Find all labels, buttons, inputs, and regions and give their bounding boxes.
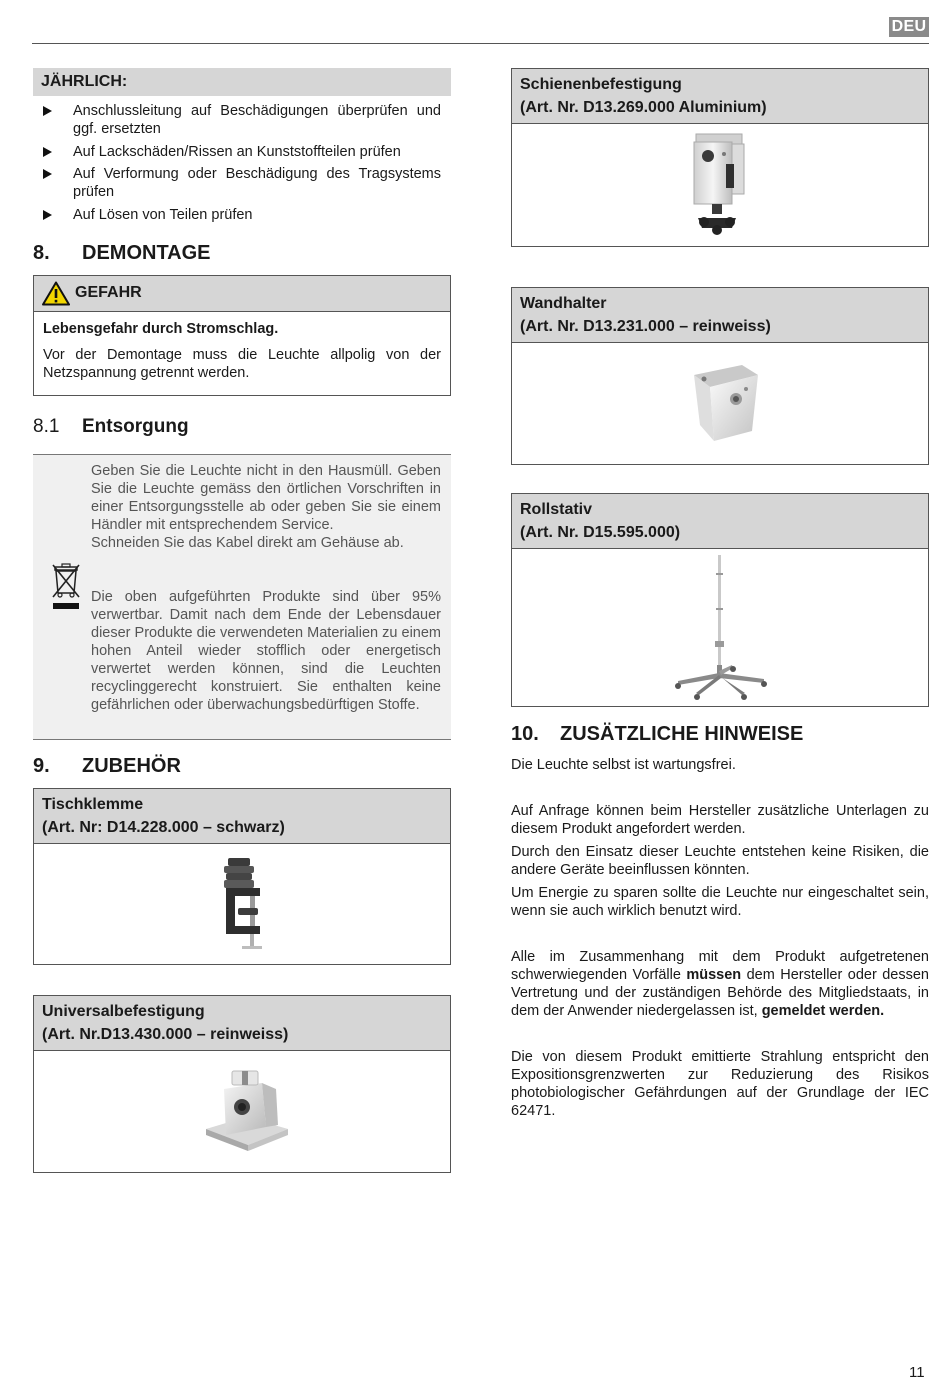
right-column (511, 68, 929, 1120)
accessory-name: Rollstativ (520, 501, 593, 518)
accessory-card (33, 788, 451, 965)
wall-bracket-image (688, 361, 768, 451)
accessory-article: (Art. Nr: D14.228.000 – schwarz) (42, 818, 285, 836)
disposal-paragraph-2: Schneiden Sie das Kabel direkt am Gehäuse ab. (91, 534, 404, 551)
accessory-name: Wandhalter (520, 295, 607, 312)
notes-paragraph-6: Die von diesem Produkt emittierte Strahlung entspricht den Expositionsgrenzwerten zur Reduzierung des Risikos photobiologischer Gefährdungen auf der Grundlage der IEC 62471. (511, 1049, 929, 1119)
header-rule (32, 43, 929, 44)
notes-paragraph-4: Um Energie zu sparen sollte die Leuchte nur eingeschaltet sein, wenn sie auch wirklich benutzt wird. (511, 885, 929, 919)
accessory-article: (Art. Nr. D15.595.000) (520, 524, 681, 541)
bullet-arrow-icon (43, 147, 52, 157)
disposal-paragraph-3: Die oben aufgeführten Produkte sind über 95% verwertbar. Damit nach dem Ende der Lebensdauer dieser Produkte die verwendeten Materialien zu einem hohen Anteil wieder stofflich oder energetisch verwertet werden können, sind die Leuchten recyclinggerecht konstruiert. Sie enthalten keine gefährlichen oder überwachungsbedürftigen Stoffe. (91, 588, 441, 713)
accessory-card (511, 287, 929, 465)
rail-mount-image (686, 130, 756, 240)
accessory-card (511, 493, 929, 707)
language-badge: DEU (889, 17, 929, 37)
accessory-name: Schienenbefestigung (520, 76, 682, 93)
disposal-notice (33, 454, 451, 740)
danger-notice (33, 275, 451, 396)
section-heading-demontage: 8. DEMONTAGE (33, 241, 211, 264)
warning-triangle-icon (42, 281, 70, 306)
table-clamp-image (214, 856, 274, 956)
annual-heading: JÄHRLICH: (33, 68, 451, 96)
universal-mount-image (196, 1069, 296, 1159)
left-column (33, 68, 451, 1173)
notes-paragraph-5: Alle im Zusammenhang mit dem Produkt aufgetretenen schwerwiegenden Vorfälle müssen dem Hersteller oder dessen Vertretung und der zuständigen Behörde des Mitgliedstaats, in dem der Anwender niedergelassen ist, gemeldet werden. (511, 949, 929, 1019)
crossed-out-bin-icon (51, 563, 81, 611)
list-item: Auf Verformung oder Beschädigung des Tragsystems prüfen (33, 165, 451, 201)
disposal-paragraph-1: Geben Sie die Leuchte nicht in den Hausmüll. Geben Sie die Leuchte gemäss den örtlichen Vorschriften in einer Entsorgungsstelle ab oder geben Sie sie einem Händler mit entsprechendem Service. (91, 462, 441, 533)
section-heading-hinweise: 10. ZUSÄTZLICHE HINWEISE (511, 723, 804, 745)
danger-header (34, 276, 450, 312)
section-heading-entsorgung: 8.1 Entsorgung (33, 415, 189, 437)
notes-paragraph-1: Die Leuchte selbst ist wartungsfrei. (511, 757, 736, 773)
accessory-name: Universalbefestigung (42, 1002, 205, 1020)
notes-paragraph-2: Auf Anfrage können beim Hersteller zusätzliche Unterlagen zu diesem Produkt angefordert werden. (511, 803, 929, 837)
accessory-article: (Art. Nr. D13.231.000 – reinweiss) (520, 318, 771, 335)
section-heading-zubehoer: 9. ZUBEHÖR (33, 754, 181, 777)
list-item: Anschlussleitung auf Beschädigungen überprüfen und ggf. ersetzten (33, 102, 451, 138)
danger-text: Vor der Demontage muss die Leuchte allpolig von der Netzspannung getrennt werden. (43, 346, 441, 381)
list-item: Auf Lösen von Teilen prüfen (33, 206, 451, 224)
danger-headline: Lebensgefahr durch Stromschlag. (43, 320, 279, 337)
bullet-arrow-icon (43, 106, 52, 116)
accessory-card (33, 995, 451, 1173)
danger-label: GEFAHR (75, 284, 142, 301)
accessory-article: (Art. Nr.D13.430.000 – reinweiss) (42, 1025, 289, 1043)
bullet-arrow-icon (43, 210, 52, 220)
accessory-card (511, 68, 929, 247)
annual-checklist (33, 102, 451, 224)
notes-paragraph-3: Durch den Einsatz dieser Leuchte entstehen keine Risiken, die andere Geräte beeinflussen könnten. (511, 844, 929, 878)
accessory-article: (Art. Nr. D13.269.000 Aluminium) (520, 99, 767, 116)
list-item: Auf Lackschäden/Rissen an Kunststoffteilen prüfen (33, 143, 451, 161)
accessory-name: Tischklemme (42, 795, 144, 813)
bullet-arrow-icon (43, 169, 52, 179)
page-number: 11 (909, 1364, 925, 1381)
mobile-stand-image (666, 553, 776, 703)
